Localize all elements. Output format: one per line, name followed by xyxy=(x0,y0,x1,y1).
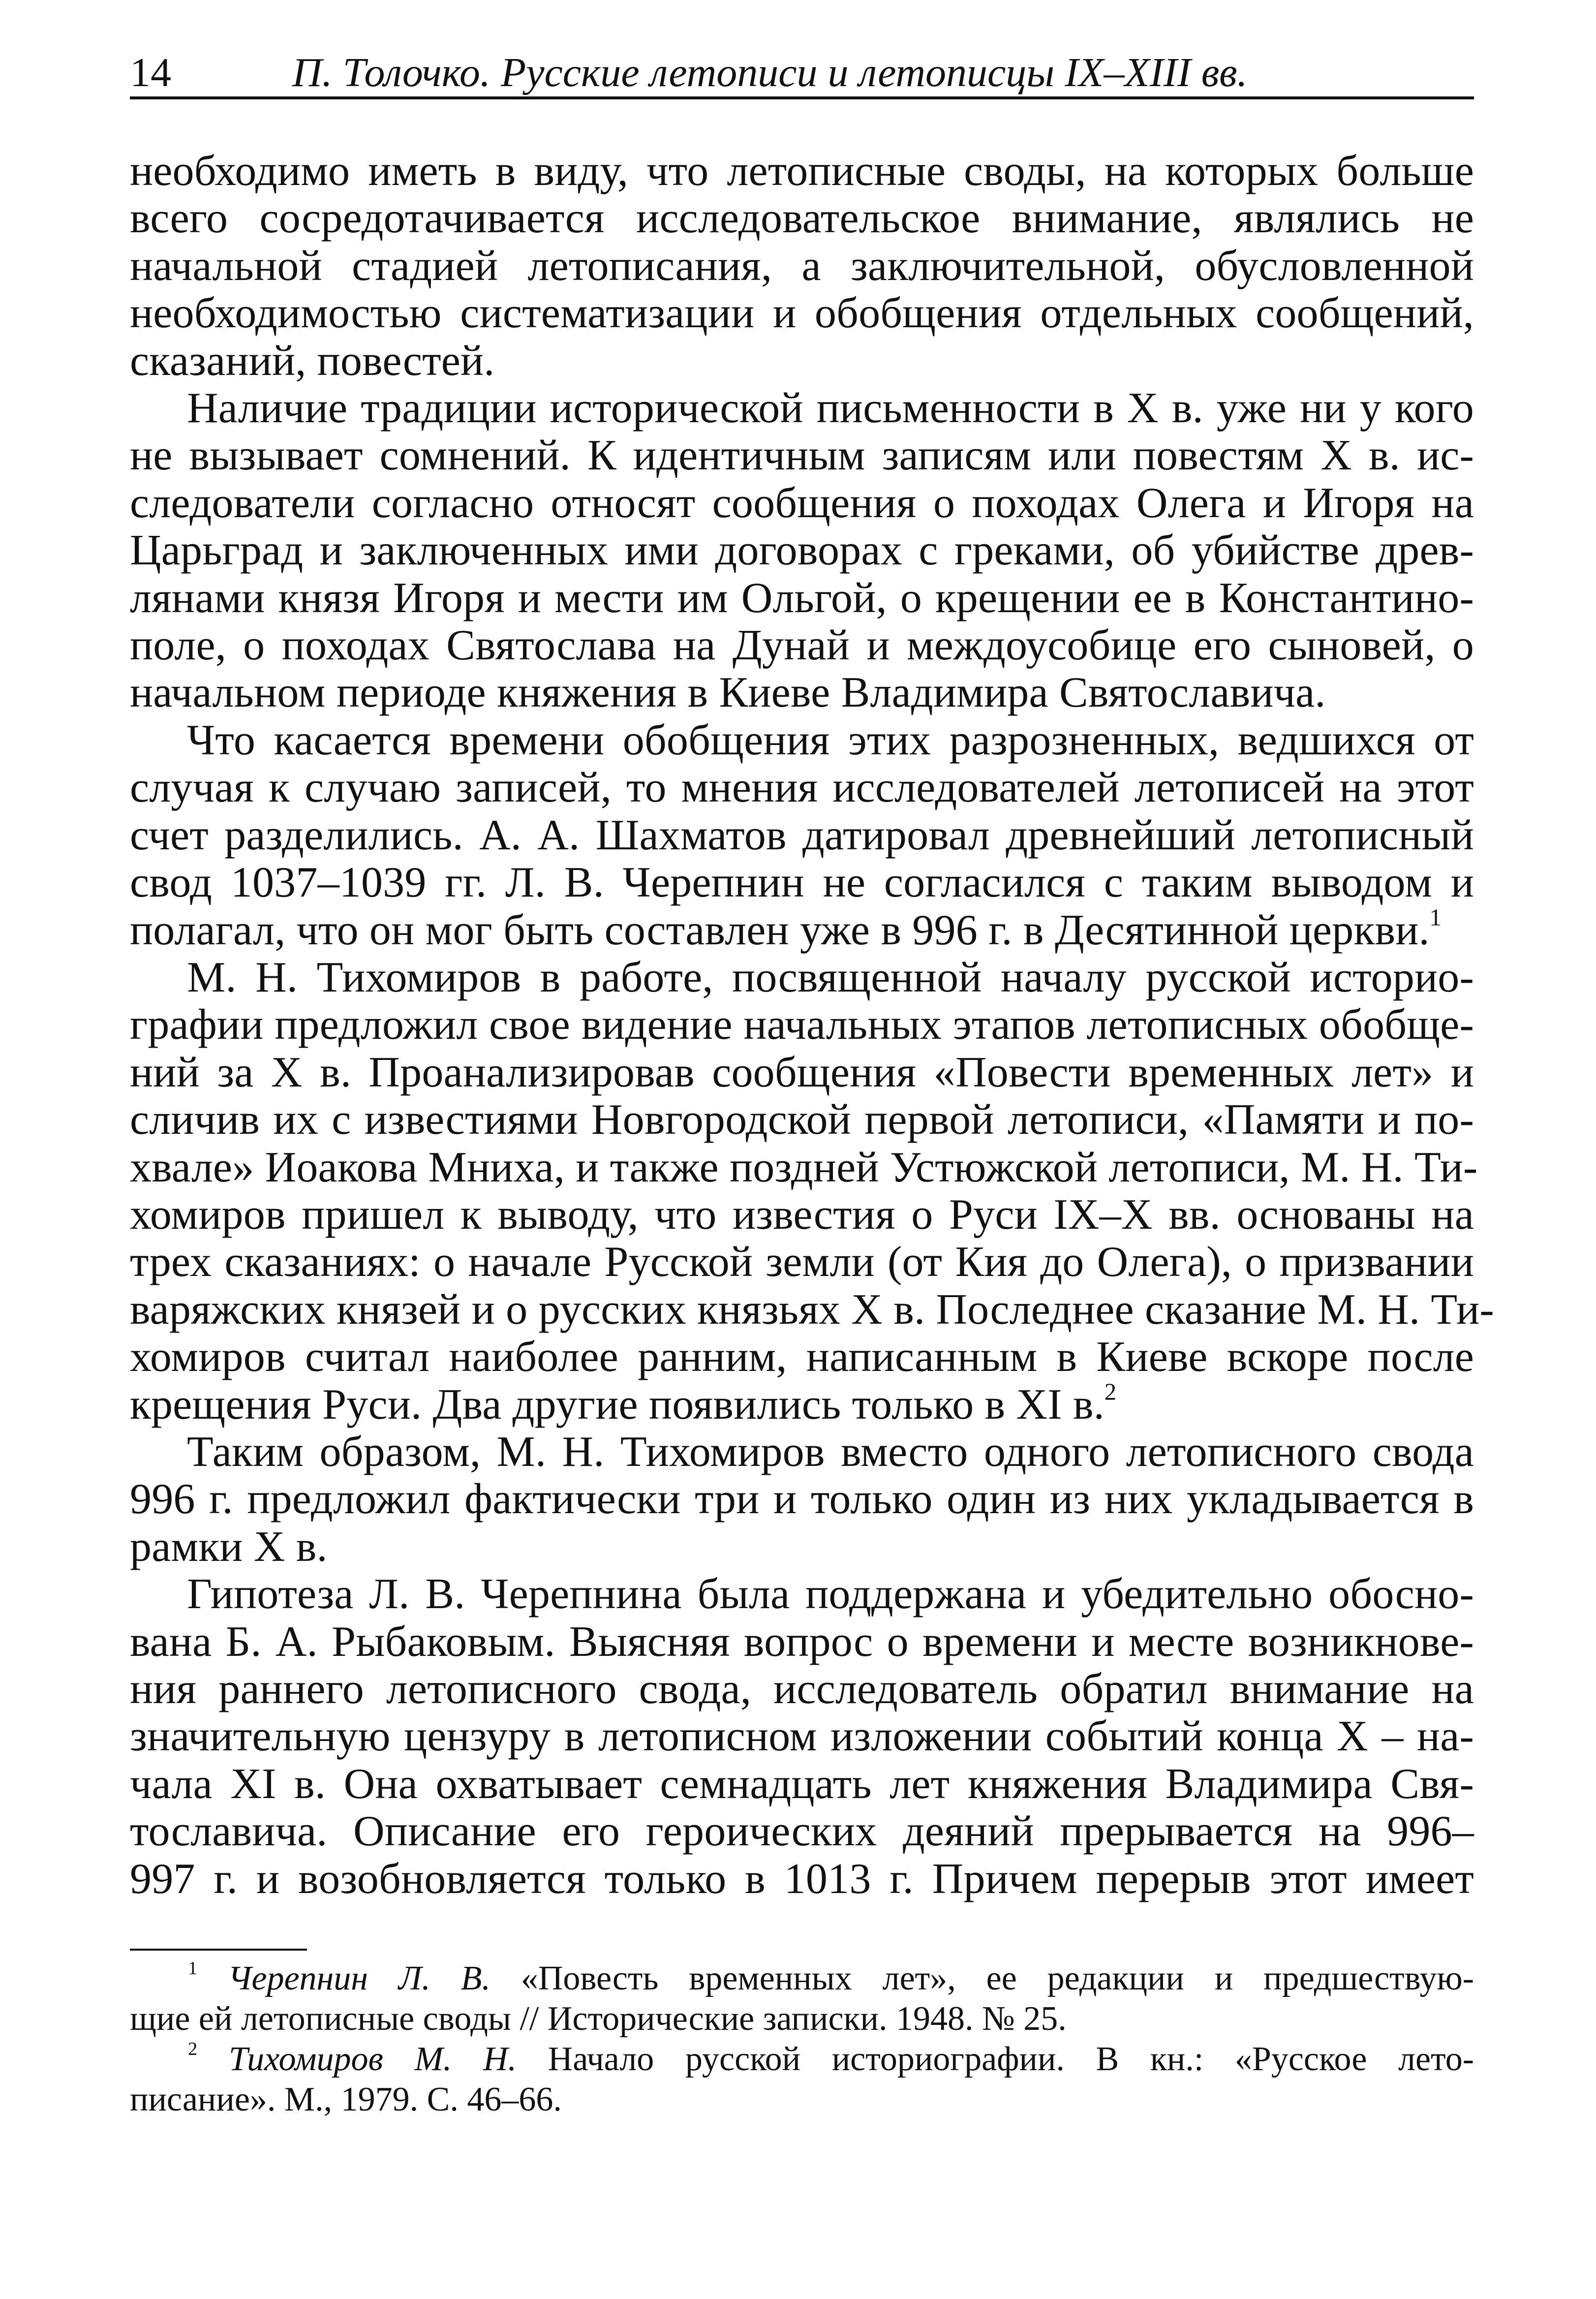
text-line: следователи согласно относят сообщения о походах Олега и Игоря на xyxy=(130,479,1474,527)
text-line: поле, о походах Святослава на Дунай и междоусобице его сыновей, о xyxy=(130,621,1474,670)
footnote xyxy=(130,1958,1474,2039)
running-title: П. Толочко. Русские летописи и летописцы IX–XIII вв. xyxy=(292,50,1248,95)
text-line: вана Б. А. Рыбаковым. Выясняя вопрос о времени и месте возникнове- xyxy=(130,1617,1474,1666)
text-line: необходимо иметь в виду, что летописные своды, на которых больше xyxy=(130,147,1474,195)
footnote-text: Начало русской историографии. В кн.: «Русское лето- xyxy=(517,2040,1474,2078)
footnote-line xyxy=(130,1958,1474,1999)
footnote-author: Черепнин Л. В. xyxy=(228,1959,491,1997)
main-text xyxy=(130,147,1494,1903)
text-line: Что касается времени обобщения этих разрозненных, ведшихся от xyxy=(187,716,1474,764)
text-line xyxy=(130,1378,1474,1429)
line-text: полагал, что он мог быть составлен уже в 996 г. в Десятинной церкви. xyxy=(130,906,1430,954)
footnotes xyxy=(130,1958,1474,2120)
text-line: лянами князя Игоря и мести им Ольгой, о крещении ее в Константино- xyxy=(130,574,1474,622)
text-line: 996 г. предложил фактически три и только один из них укладывается в xyxy=(130,1475,1474,1523)
text-line: не вызывает сомнений. К идентичным записям или повестям X в. ис- xyxy=(130,432,1474,480)
footnote-number: 1 xyxy=(188,1958,198,1979)
text-line xyxy=(130,904,1474,954)
footnote-line: щие ей летописные своды // Исторические записки. 1948. № 25. xyxy=(130,2000,1067,2038)
text-line: чала XI в. Она охватывает семнадцать лет княжения Владимира Свя- xyxy=(130,1760,1474,1808)
footnote-author: Тихомиров М. Н. xyxy=(228,2040,517,2078)
text-line: счет разделились. А. А. Шахматов датировал древнейший летописный xyxy=(130,811,1474,859)
footnote-line xyxy=(130,2039,1474,2080)
text-line: тославича. Описание его героических деяний прерывается на 996– xyxy=(130,1807,1474,1856)
text-line: Царьград и заключенных ими договорах с греками, об убийстве древ- xyxy=(130,527,1474,575)
text-line: ния раннего летописного свода, исследователь обратил внимание на xyxy=(130,1665,1474,1713)
footnote-divider xyxy=(130,1949,307,1951)
paragraph xyxy=(130,1429,1474,1571)
text-line: значительную цензуру в летописном изложении событий конца X – на- xyxy=(130,1712,1474,1761)
text-line: Наличие традиции исторической письменности в X в. уже ни у кого xyxy=(187,384,1474,433)
text-line: всего сосредотачивается исследовательское внимание, являлись не xyxy=(130,194,1474,243)
text-line: варяжских князей и о русских князьях X в. Последнее сказание М. Н. Ти- xyxy=(130,1285,1494,1334)
footnote-ref[interactable]: 2 xyxy=(1104,1378,1117,1405)
footnote-ref[interactable]: 1 xyxy=(1429,904,1442,931)
text-line: рамки X в. xyxy=(130,1522,328,1571)
footnote-line: писание». М., 1979. С. 46–66. xyxy=(130,2081,562,2118)
paragraph xyxy=(130,953,1494,1429)
text-line: хвале» Иоакова Мниха, и также поздней Устюжской летописи, М. Н. Ти- xyxy=(130,1143,1478,1191)
paragraph xyxy=(130,717,1474,954)
text-line: начальном периоде княжения в Киеве Владимира Святославича. xyxy=(130,669,1326,717)
text-line: сличив их с известиями Новгородской первой летописи, «Памяти и по- xyxy=(130,1096,1474,1144)
paragraph xyxy=(130,1571,1474,1903)
text-line: хомиров считал наиболее ранним, написанным в Киеве вскоре после xyxy=(130,1333,1474,1381)
text-line: свод 1037–1039 гг. Л. В. Черепнин не согласился с таким выводом и xyxy=(130,859,1474,907)
text-line: ний за X в. Проанализировав сообщения «Повести временных лет» и xyxy=(130,1048,1474,1096)
text-line: случая к случаю записей, то мнения исследователей летописей на этот xyxy=(130,764,1474,812)
text-line: хомиров пришел к выводу, что известия о Руси IX–X вв. основаны на xyxy=(130,1190,1474,1239)
page-header xyxy=(130,49,1474,99)
text-line: необходимостью систематизации и обобщения отдельных сообщений, xyxy=(130,289,1474,338)
text-line: М. Н. Тихомиров в работе, посвященной началу русской историо- xyxy=(187,953,1474,1001)
text-line: графии предложил свое видение начальных этапов летописных обобще- xyxy=(130,1001,1474,1049)
line-text: крещения Руси. Два другие появились только в XI в. xyxy=(130,1380,1105,1429)
footnote-number: 2 xyxy=(188,2039,198,2060)
text-line: Таким образом, М. Н. Тихомиров вместо одного летописного свода xyxy=(187,1428,1474,1476)
text-line: 997 г. и возобновляется только в 1013 г. Причем перерыв этот имеет xyxy=(130,1855,1474,1903)
paragraph xyxy=(130,385,1474,717)
text-line: трех сказаниях: о начале Русской земли (от Кия до Олега), о призвании xyxy=(130,1238,1474,1286)
footnote xyxy=(130,2039,1474,2120)
text-line: Гипотеза Л. В. Черепнина была поддержана и убедительно обосно- xyxy=(187,1570,1474,1618)
text-line: сказаний, повестей. xyxy=(130,337,495,385)
paragraph xyxy=(130,148,1474,385)
page-number: 14 xyxy=(130,50,171,95)
footnote-text: «Повесть временных лет», ее редакции и предшествую- xyxy=(490,1959,1474,1997)
text-line: начальной стадией летописания, а заключительной, обусловленной xyxy=(130,242,1474,290)
